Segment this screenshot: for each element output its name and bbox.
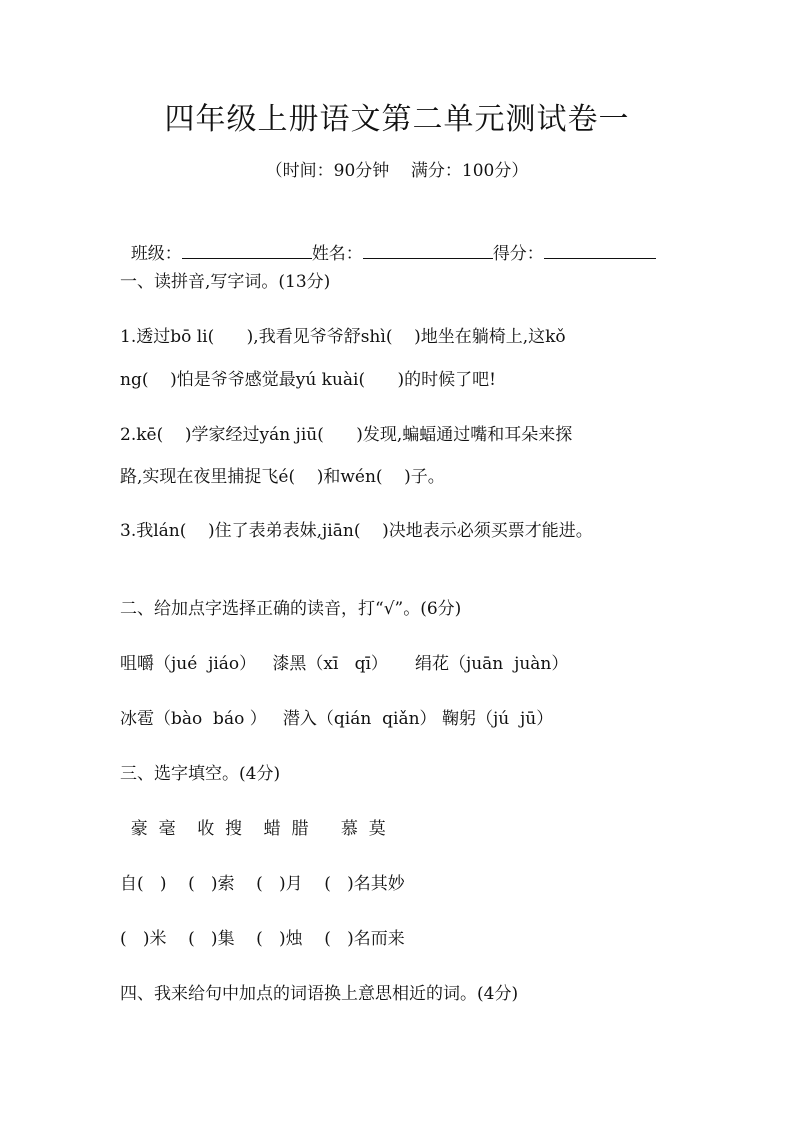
question-1-line-1: 1.透过bō li( ),我看见爷爷舒shì( )地坐在躺椅上,这kǒ: [120, 327, 566, 347]
section-4-heading: 四、我来给句中加点的词语换上意思相近的词。(4分): [120, 984, 519, 1004]
question-2-line-2: 路,实现在夜里捕捉飞é( )和wén( )子。: [120, 467, 445, 487]
student-info-row: [120, 218, 656, 265]
question-3-line-1: 3.我lán( )住了表弟表妹,jiān( )决地表示必须买票才能进。: [120, 521, 593, 541]
pronunciation-row-1: 咀嚼（jué jiáo） 漆黑（xī qī） 绢花（juān juàn）: [120, 654, 569, 674]
page-title: 四年级上册语文第二单元测试卷一: [164, 102, 630, 137]
section-1-heading: 一、读拼音,写字词。(13分): [120, 272, 331, 292]
score-field[interactable]: [544, 240, 656, 259]
section-3-heading: 三、选字填空。(4分): [120, 764, 281, 784]
pronunciation-row-2: 冰雹（bào báo ） 潜入（qián qiǎn） 鞠躬（jú jū）: [120, 709, 554, 729]
exam-time-score: （时间：90分钟 满分：100分）: [265, 161, 529, 181]
fill-blank-row-1: 自( ) ( )索 ( )月 ( )名其妙: [120, 874, 405, 894]
fill-blank-row-2: ( )米 ( )集 ( )烛 ( )名而来: [120, 929, 405, 949]
class-label: 班级：: [130, 244, 182, 264]
class-field[interactable]: [182, 240, 312, 259]
character-choices: 豪 毫 收 搜 蜡 腊 慕 莫: [120, 819, 386, 839]
section-2-heading: 二、给加点字选择正确的读音，打“√”。(6分): [120, 599, 462, 619]
question-2-line-1: 2.kē( )学家经过yán jiū( )发现,蝙蝠通过嘴和耳朵来探: [120, 425, 573, 445]
name-label: 姓名：: [311, 244, 363, 264]
score-label: 得分：: [492, 244, 544, 264]
question-1-line-2: ng( )怕是爷爷感觉最yú kuài( )的时候了吧!: [120, 370, 497, 390]
name-field[interactable]: [363, 240, 493, 259]
